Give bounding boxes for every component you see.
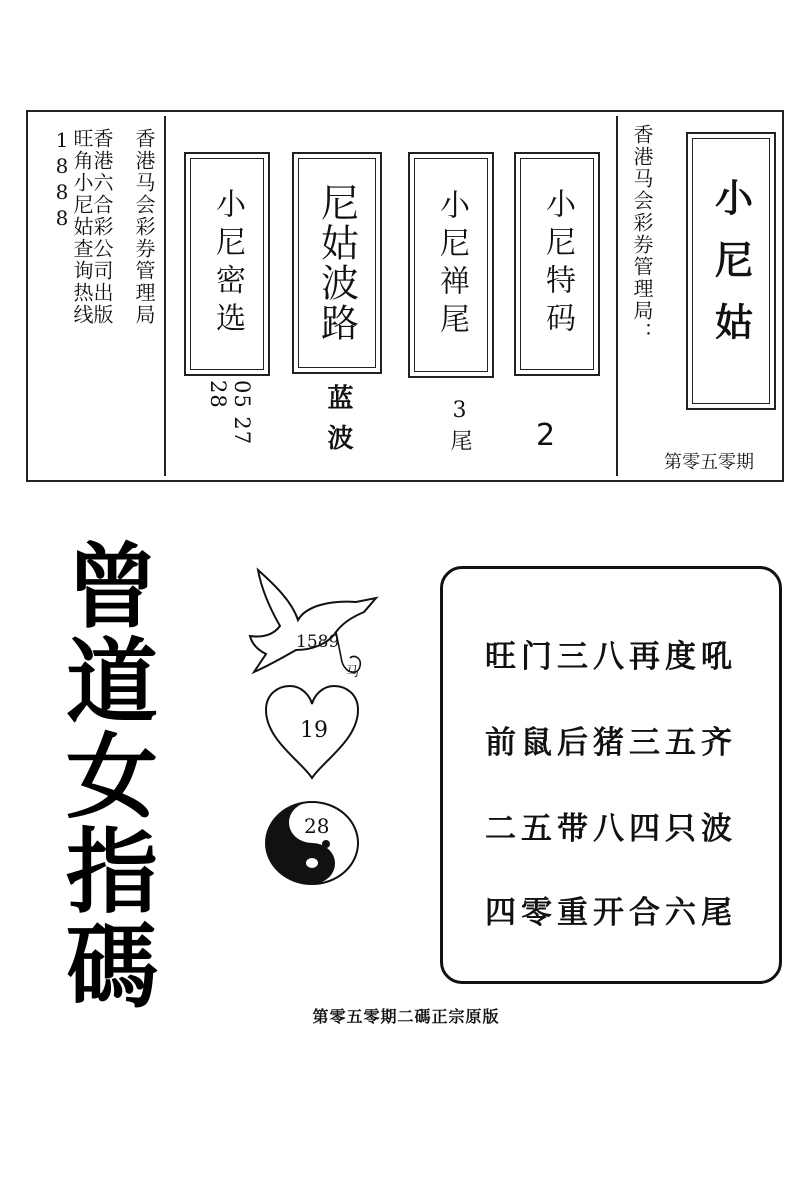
frame-wave-route-title: 尼姑波路 <box>314 183 359 343</box>
frame-zen-tail-title: 小尼禅尾 <box>434 189 469 341</box>
frame-secret-pick <box>184 152 270 376</box>
yinyang-icon <box>264 800 360 886</box>
divider-line <box>164 116 166 476</box>
heart-number: 19 <box>300 718 328 743</box>
frame-special-code <box>514 152 600 376</box>
poem-box <box>440 566 782 984</box>
dove-tag: 马 <box>346 665 360 680</box>
hotline-column: 旺角小尼姑查询热线1888 <box>50 128 94 326</box>
big-title-char: 女 <box>65 724 158 831</box>
poem-line: 四零重开合六尾 <box>485 895 737 931</box>
yinyang-number: 28 <box>304 814 330 838</box>
big-title-char: 道 <box>65 629 158 736</box>
authority-column-right: 香港马会彩券管理局： <box>630 124 654 344</box>
brand-frame <box>686 132 776 410</box>
dove-number: 1589 <box>296 632 340 652</box>
frame-special-code-value: 2 <box>536 418 556 453</box>
publisher-column: 香港六合彩公司出版 <box>90 128 114 326</box>
divider-line <box>616 116 618 476</box>
dove-icon <box>246 562 386 688</box>
frame-secret-pick-title: 小尼密选 <box>210 188 245 340</box>
big-title-char: 曾 <box>65 534 158 641</box>
period-label: 第零五零期 <box>664 452 754 473</box>
authority-column-left: 香港马会彩券管理局 <box>132 128 156 326</box>
frame-wave-route-value: 蓝波 <box>323 384 353 464</box>
poem-line: 二五带八四只波 <box>485 811 737 847</box>
poem-line: 前鼠后猪三五齐 <box>485 725 737 761</box>
frame-zen-tail-value: 3尾 <box>447 398 472 457</box>
brand-title: 小尼姑 <box>708 178 754 364</box>
big-title-char: 指 <box>65 819 158 926</box>
frame-secret-pick-value: 05 27 28 <box>206 380 254 446</box>
big-title <box>52 534 172 1021</box>
poem-line: 旺门三八再度吼 <box>485 639 737 675</box>
frame-special-code-title: 小尼特码 <box>540 188 575 340</box>
frame-wave-route <box>292 152 382 374</box>
big-title-char: 碼 <box>65 914 158 1021</box>
footer-caption: 第零五零期二碼正宗原版 <box>312 1007 500 1026</box>
frame-zen-tail <box>408 152 494 378</box>
